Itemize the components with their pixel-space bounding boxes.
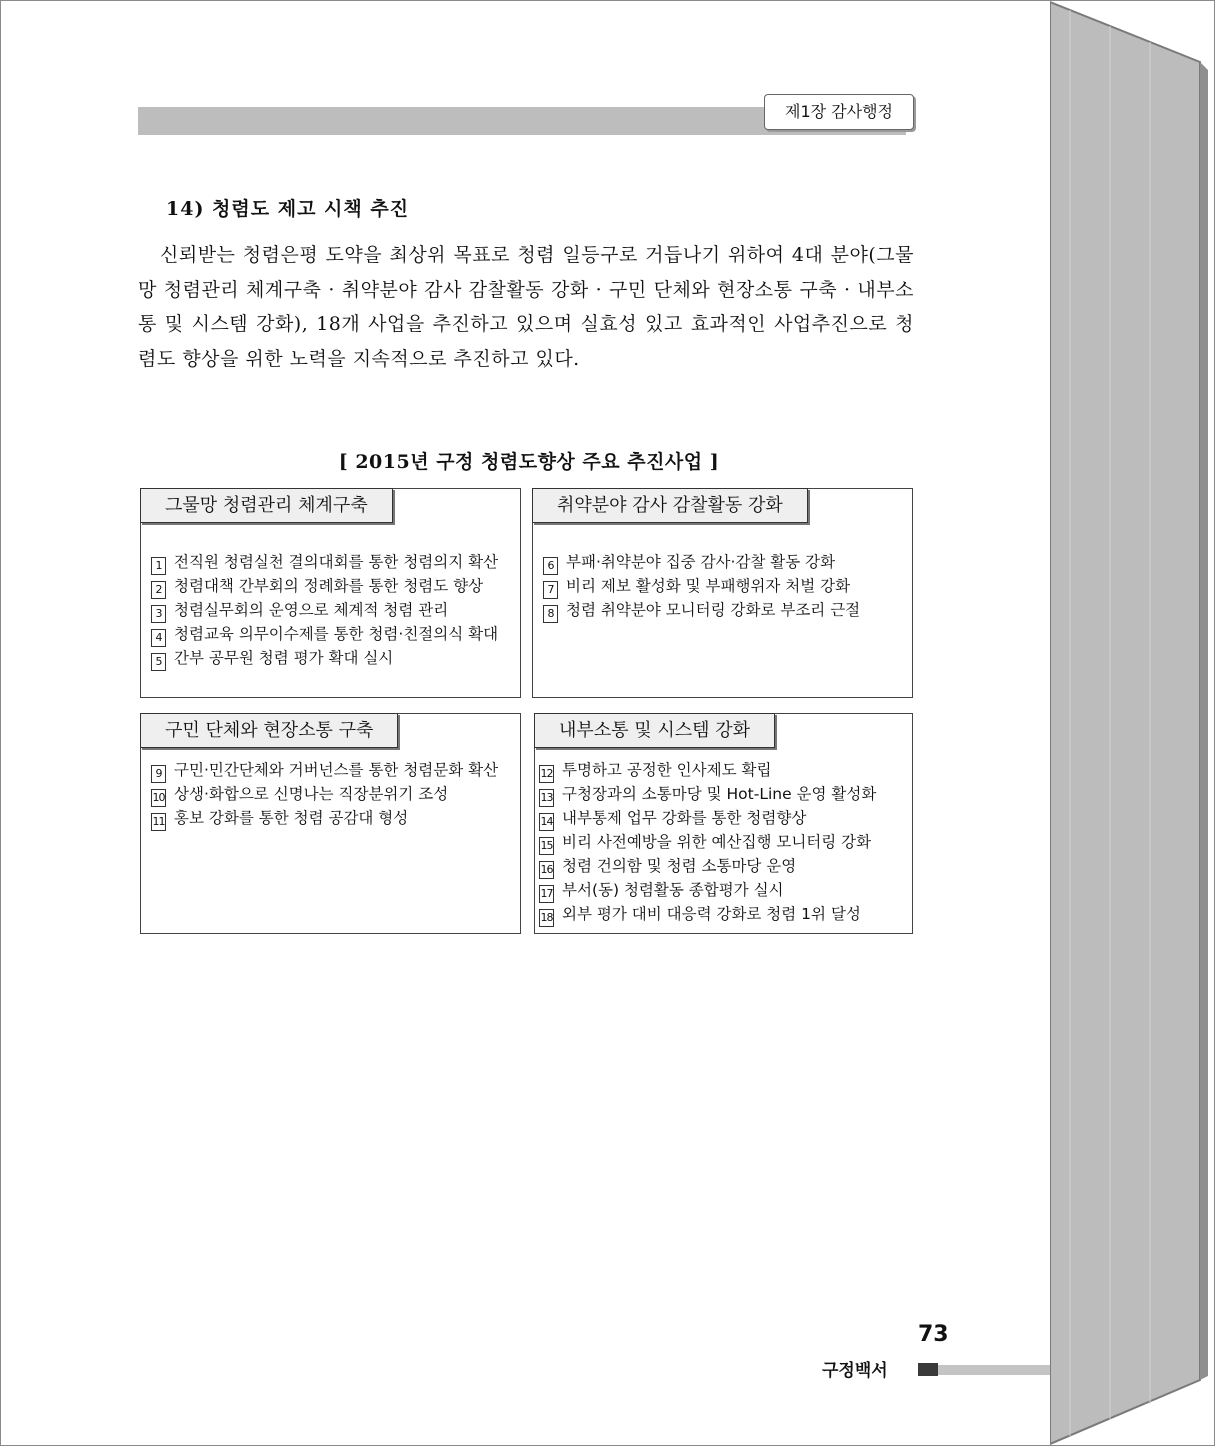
page-number: 73 [918, 1322, 949, 1347]
list-item [539, 903, 876, 927]
item-text: 부패·취약분야 집중 감사·감찰 활동 강화 [566, 553, 836, 571]
section-title: 14) 청렴도 제고 시책 추진 [166, 198, 410, 220]
item-number: 16 [539, 861, 554, 879]
item-text: 외부 평가 대비 대응력 강화로 청렴 1위 달성 [562, 905, 861, 923]
item-text: 전직원 청렴실천 결의대회를 통한 청렴의지 확산 [174, 553, 499, 571]
item-number: 6 [543, 557, 558, 575]
item-number: 10 [151, 789, 166, 807]
list-item [539, 879, 876, 903]
item-number: 1 [151, 557, 166, 575]
item-text: 청렴 취약분야 모니터링 강화로 부조리 근절 [566, 601, 861, 619]
item-text: 내부통제 업무 강화를 통한 청렴향상 [562, 809, 807, 827]
item-text: 비리 제보 활성화 및 부패행위자 처벌 강화 [566, 577, 851, 595]
list-item [151, 783, 498, 807]
list-item [151, 807, 498, 831]
list-item [151, 647, 498, 671]
item-number: 17 [539, 885, 554, 903]
footer-label: 구정백서 [822, 1361, 888, 1381]
list-item [151, 551, 498, 575]
item-number: 18 [539, 909, 554, 927]
list-item [539, 807, 876, 831]
item-number: 2 [151, 581, 166, 599]
item-number: 14 [539, 813, 554, 831]
list-item [151, 759, 498, 783]
item-text: 구민·민간단체와 거버넌스를 통한 청렴문화 확산 [174, 761, 499, 779]
item-text: 투명하고 공정한 인사제도 확립 [562, 761, 772, 779]
diagram-title: [ 2015년 구정 청렴도향상 주요 추진사업 ] [338, 451, 720, 473]
item-text: 청렴실무회의 운영으로 체계적 청렴 관리 [174, 601, 449, 619]
list-item [151, 623, 498, 647]
item-number: 5 [151, 653, 166, 671]
item-text: 상생·화합으로 신명나는 직장분위기 조성 [174, 785, 449, 803]
area-box-community [140, 713, 521, 934]
list-item [543, 575, 860, 599]
footer-bar [938, 1365, 1050, 1375]
item-number: 8 [543, 605, 558, 623]
area-label: 그물망 청렴관리 체계구축 [140, 488, 393, 523]
list-item [539, 783, 876, 807]
list-item [539, 831, 876, 855]
item-list [543, 551, 860, 623]
item-number: 9 [151, 765, 166, 783]
book-edge-decoration [1050, 0, 1215, 1446]
area-box-network [140, 488, 521, 698]
area-label: 구민 단체와 현장소통 구축 [140, 713, 398, 748]
area-box-audit [532, 488, 913, 698]
list-item [151, 599, 498, 623]
item-number: 11 [151, 813, 166, 831]
list-item [539, 855, 876, 879]
item-list [539, 759, 876, 927]
area-box-internal [534, 713, 913, 934]
item-number: 15 [539, 837, 554, 855]
item-text: 청렴교육 의무이수제를 통한 청렴·친절의식 확대 [174, 625, 499, 643]
item-text: 부서(동) 청렴활동 종합평가 실시 [562, 881, 784, 899]
item-number: 3 [151, 605, 166, 623]
item-text: 간부 공무원 청렴 평가 확대 실시 [174, 649, 394, 667]
footer-mark [918, 1363, 938, 1376]
item-number: 13 [539, 789, 554, 807]
item-text: 홍보 강화를 통한 청렴 공감대 형성 [174, 809, 409, 827]
item-text: 비리 사전예방을 위한 예산집행 모니터링 강화 [562, 833, 872, 851]
list-item [539, 759, 876, 783]
list-item [543, 551, 860, 575]
item-number: 12 [539, 765, 554, 783]
item-number: 7 [543, 581, 558, 599]
body-paragraph: 신뢰받는 청렴은평 도약을 최상위 목표로 청렴 일등구로 거듭나기 위하여 4대 분야(그물망 청렴관리 체계구축 · 취약분야 감사 감찰활동 강화 · 구민 단체와 현장소통 구축 · 내부소통 및 시스템 강화), 18개 사업을 추진하고 있으며 실효성 있고 효과적인 사업추진으로 청렴도 향상을 위한 노력을 지속적으로 추진하고 있다. [138, 244, 914, 370]
item-list [151, 551, 498, 671]
item-list [151, 759, 498, 831]
item-text: 청렴 건의함 및 청렴 소통마당 운영 [562, 857, 797, 875]
area-label: 취약분야 감사 감찰활동 강화 [532, 488, 808, 523]
item-text: 구청장과의 소통마당 및 Hot-Line 운영 활성화 [562, 785, 877, 803]
list-item [151, 575, 498, 599]
list-item [543, 599, 860, 623]
chapter-tab: 제1장 감사행정 [764, 94, 914, 130]
area-label: 내부소통 및 시스템 강화 [534, 713, 775, 748]
item-text: 청렴대책 간부회의 정례화를 통한 청렴도 향상 [174, 577, 484, 595]
item-number: 4 [151, 629, 166, 647]
